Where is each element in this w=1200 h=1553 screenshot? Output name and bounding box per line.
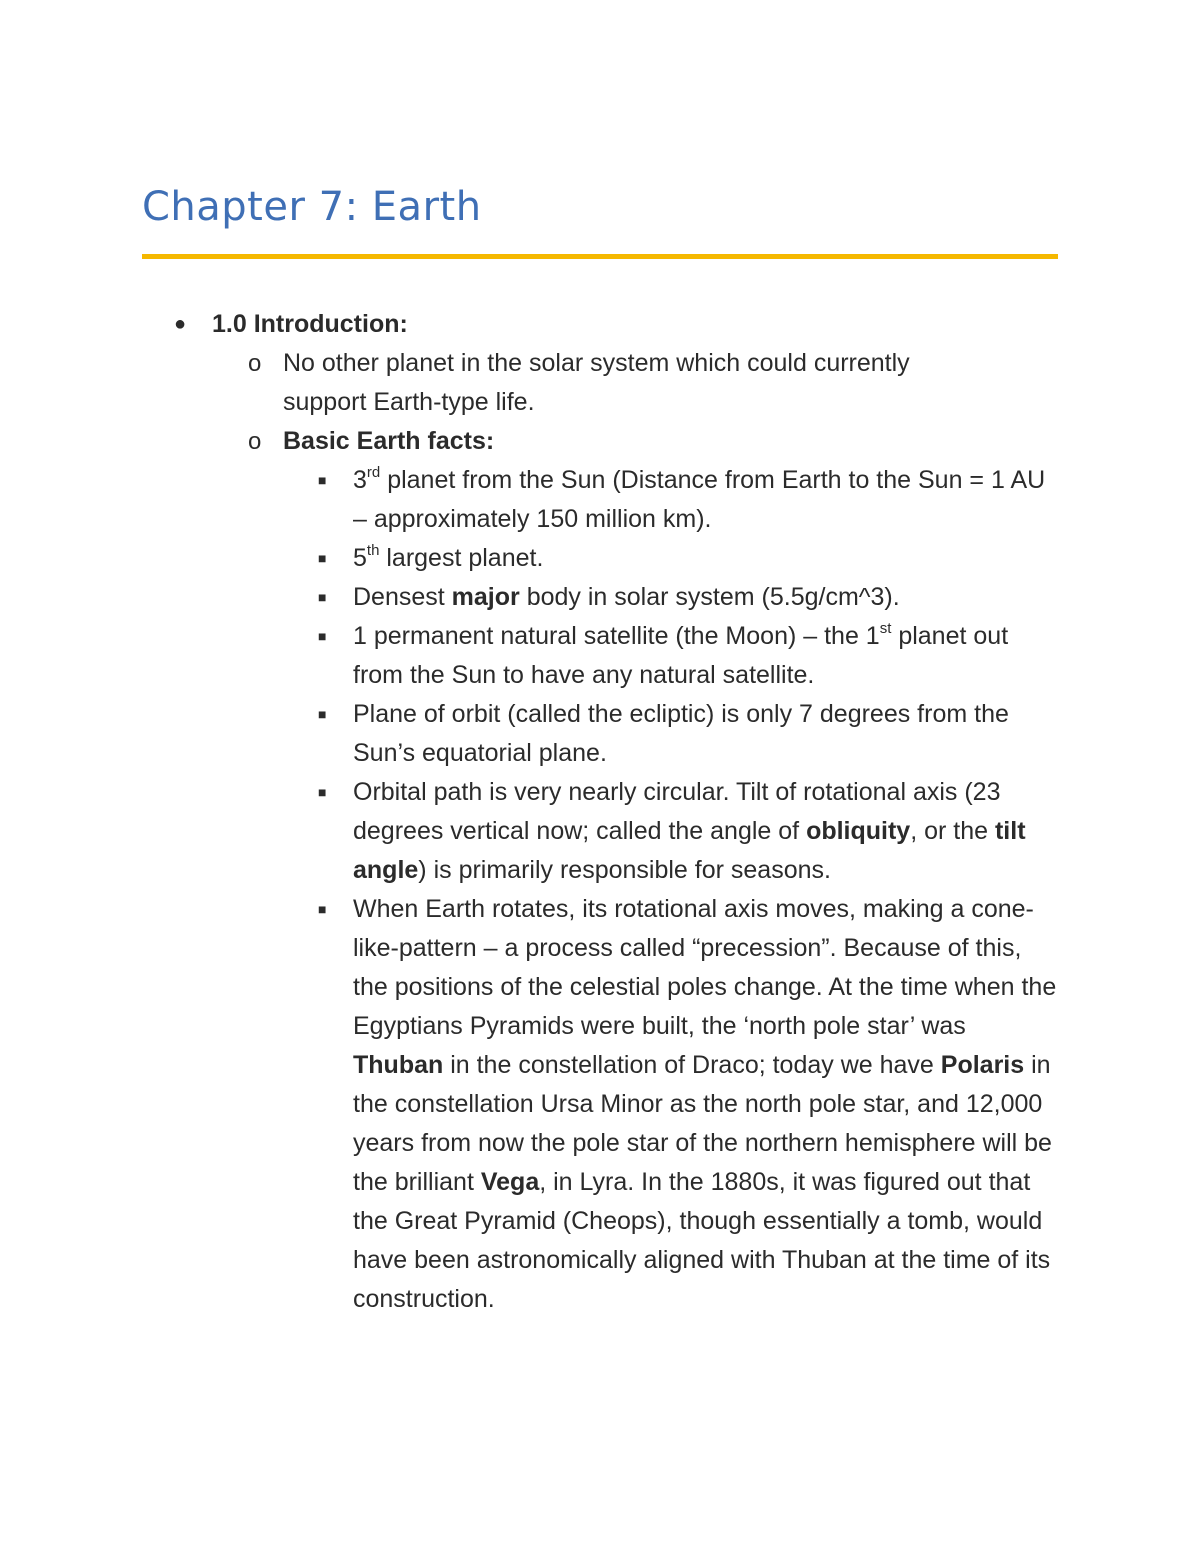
title-underline xyxy=(142,254,1058,259)
fact-text: planet from the Sun (Distance from Earth to the Sun = 1 AU – approximately 150 million km). xyxy=(353,466,1046,533)
fact-text: body in solar system (5.5g/cm^3). xyxy=(519,583,900,611)
fact-text: When Earth rotates, its rotational axis moves, making a cone-like-pattern – a process called “precession”. Because of this, the positions of the celestial poles change. At the time when the Egyptians Pyramids were built, the ‘north pole star’ was xyxy=(353,895,1057,1040)
subsection-heading: Basic Earth facts: xyxy=(283,427,495,455)
fact-item xyxy=(0,890,1058,1319)
document-body xyxy=(0,305,1200,1319)
bold-term: tilt angle xyxy=(353,817,1026,884)
bullet-marker: ■ xyxy=(318,589,327,605)
bold-term: major xyxy=(451,583,520,611)
fact-text: , in Lyra. In the 1880s, it was figured out that the Great Pyramid (Cheops), though essentially a tomb, would have been astronomically aligned with Thuban at the time of its construction. xyxy=(353,1168,1051,1313)
bullet-marker: ● xyxy=(174,313,187,335)
fact-item xyxy=(0,578,1058,617)
chapter-title: Chapter 7: Earth xyxy=(142,184,482,230)
bold-term: Polaris xyxy=(940,1051,1025,1079)
list-item xyxy=(0,344,983,422)
fact-item xyxy=(0,461,1058,539)
fact-text: in the constellation of Draco; today we have xyxy=(443,1051,941,1079)
bullet-marker: ■ xyxy=(318,550,327,566)
superscript: rd xyxy=(366,463,381,481)
bold-term: Vega xyxy=(480,1168,540,1196)
bullet-marker: ■ xyxy=(318,784,327,800)
bullet-marker: o xyxy=(248,428,262,455)
bold-term: obliquity xyxy=(806,817,911,845)
bold-term: Thuban xyxy=(353,1051,444,1079)
fact-text: 3 xyxy=(353,466,367,494)
fact-text: Orbital path is very nearly circular. Tilt of rotational axis (23 degrees vertical now; called the angle of xyxy=(353,778,1001,845)
bullet-marker: ■ xyxy=(318,706,327,722)
list-item-text: No other planet in the solar system which could currently support Earth-type life. xyxy=(283,349,910,416)
fact-text: 5 xyxy=(353,544,367,572)
fact-text: ) is primarily responsible for seasons. xyxy=(418,856,831,884)
superscript: th xyxy=(366,541,380,559)
fact-text: planet out from the Sun to have any natural satellite. xyxy=(353,622,1009,689)
fact-text: 1 permanent natural satellite (the Moon) – the 1 xyxy=(353,622,880,650)
fact-item xyxy=(0,539,1058,578)
fact-text: , or the xyxy=(910,817,995,845)
superscript: st xyxy=(879,619,892,637)
fact-text: Densest xyxy=(353,583,452,611)
fact-item xyxy=(0,695,1058,773)
fact-text: largest planet. xyxy=(379,544,544,572)
list-item xyxy=(0,422,983,461)
bullet-marker: o xyxy=(248,350,262,377)
fact-text: Plane of orbit (called the ecliptic) is only 7 degrees from the Sun’s equatorial plane. xyxy=(353,700,1009,767)
section-heading-row xyxy=(0,305,1200,344)
fact-item xyxy=(0,773,1058,890)
fact-text: in the constellation Ursa Minor as the north pole star, and 12,000 years from now the pole star of the northern hemisphere will be the brilliant xyxy=(353,1051,1052,1196)
fact-item xyxy=(0,617,1058,695)
section-heading: 1.0 Introduction: xyxy=(212,310,408,338)
bullet-marker: ■ xyxy=(318,901,327,917)
bullet-marker: ■ xyxy=(318,628,327,644)
bullet-marker: ■ xyxy=(318,472,327,488)
